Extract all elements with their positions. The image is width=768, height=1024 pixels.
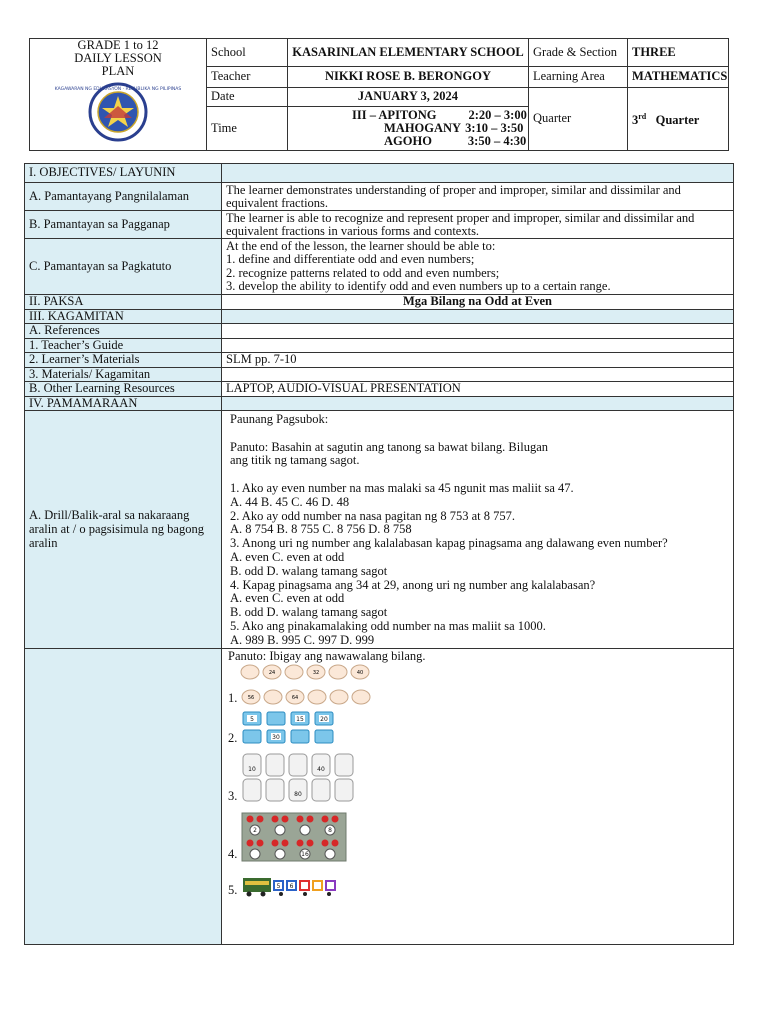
time-label: Time bbox=[207, 107, 288, 151]
references-value bbox=[222, 324, 734, 339]
cupcake-icon bbox=[266, 754, 284, 776]
references-label: A. References bbox=[25, 324, 222, 339]
svg-text:40: 40 bbox=[356, 670, 364, 677]
svg-text:8: 8 bbox=[328, 826, 333, 834]
paksa-value: Mga Bilang na Odd at Even bbox=[222, 295, 734, 310]
materials-label: 3. Materials/ Kagamitan bbox=[25, 367, 222, 382]
competency-value: At the end of the lesson, the learner should be able to: 1. define and differentiate odd and even numbers; 2. recognize patterns related to odd and even numbers; 3. develop the ability to identify odd and even numbers up to a certain range. bbox=[222, 239, 734, 295]
plan-title: GRADE 1 to 12 DAILY LESSON PLAN bbox=[74, 38, 162, 78]
item-2 bbox=[228, 710, 729, 746]
item-number: 1. bbox=[228, 691, 238, 706]
cupcake-icon bbox=[335, 754, 353, 776]
quarter-value bbox=[628, 88, 729, 151]
svg-text:6: 6 bbox=[289, 882, 294, 890]
paksa-label: II. PAKSA bbox=[25, 295, 222, 310]
quarter-label: Quarter bbox=[529, 88, 628, 151]
activity-instruction: Panuto: Ibigay ang nawawalang bilang. bbox=[228, 648, 426, 663]
svg-text:5: 5 bbox=[276, 882, 281, 890]
content-standard-value: The learner demonstrates understanding of proper and improper, similar and dissimilar and equivalent fractions. bbox=[222, 183, 734, 211]
cupcake-icon bbox=[266, 779, 284, 801]
kagamitan-empty bbox=[222, 309, 734, 324]
time-value bbox=[288, 107, 529, 151]
activity-label-empty bbox=[25, 648, 222, 944]
puzzle-piece-icon bbox=[267, 712, 285, 725]
egg-icon bbox=[242, 690, 260, 704]
area-value: MATHEMATICS bbox=[628, 67, 729, 88]
item-4 bbox=[228, 812, 729, 862]
cupcake-rows bbox=[241, 752, 357, 804]
teacher-value: NIKKI ROSE B. BERONGOY bbox=[288, 67, 529, 88]
objectives-heading: I. OBJECTIVES/ LAYUNIN bbox=[25, 164, 222, 183]
header-table bbox=[29, 38, 729, 151]
learners-materials-label: 2. Learner’s Materials bbox=[25, 353, 222, 368]
item-number: 5. bbox=[228, 883, 238, 898]
school-label: School bbox=[207, 39, 288, 67]
other-resources-value: LAPTOP, AUDIO-VISUAL PRESENTATION bbox=[222, 382, 734, 397]
time-range: 3:10 – 3:50 bbox=[465, 121, 524, 135]
puzzle-piece-icon bbox=[315, 730, 333, 743]
train-icon bbox=[241, 872, 345, 898]
egg-icon bbox=[285, 665, 303, 679]
egg-icon bbox=[329, 665, 347, 679]
deped-seal-icon bbox=[54, 82, 182, 142]
egg-icon bbox=[351, 665, 369, 679]
svg-text:15: 15 bbox=[296, 715, 305, 723]
item-number: 2. bbox=[228, 731, 238, 746]
svg-text:24: 24 bbox=[268, 670, 276, 677]
performance-standard-value: The learner is able to recognize and represent proper and improper, similar and dissimilar and equivalent fractions in various forms and contexts. bbox=[222, 211, 734, 239]
item-3 bbox=[228, 752, 729, 804]
puzzle-rows bbox=[241, 710, 341, 746]
puzzle-piece-icon bbox=[291, 730, 309, 743]
drill-value: Paunang Pagsubok: Panuto: Basahin at sagutin ang tanong sa bawat bilang. Bilugan ang titik ng tamang sagot. 1. Ako ay even number na mas malaki sa 45 ngunit mas maliit sa 47. A. 44 B. 45 C. 46 D. 48 2. Ako ay odd number na nasa pagitan ng 8 753 at 8 757. A. 8 754 B. 8 755 C. 8 756 D. 8 758 3. Anong uri ng number ang kalalabasan kapag pinagsama ang dalawang even number? A. even C. even at odd B. odd D. walang tamang sagot 4. Kapag pinagsama ang 34 at 29, anong uri ng number ang kalalabasan? A. even C. even at odd B. odd D. walang tamang sagot 5. Ako ang pinakamalaking odd number na mas maliit sa 1000. A. 989 B. 995 C. 997 D. 999 bbox=[222, 411, 734, 649]
plan-title-cell bbox=[30, 39, 207, 151]
school-value: KASARINLAN ELEMENTARY SCHOOL bbox=[288, 39, 529, 67]
svg-text:56: 56 bbox=[248, 694, 255, 701]
item-1 bbox=[228, 688, 729, 706]
egg-icon bbox=[263, 665, 281, 679]
pamamaraan-heading: IV. PAMAMARAAN bbox=[25, 396, 222, 411]
plan-table bbox=[24, 163, 734, 945]
grade-label: Grade & Section bbox=[529, 39, 628, 67]
teachers-guide-value bbox=[222, 338, 734, 353]
apple-board bbox=[241, 812, 347, 862]
svg-text:5: 5 bbox=[250, 715, 255, 723]
cupcake-icon bbox=[335, 779, 353, 801]
svg-text:KAGAWARAN NG EDUKASYON · REPUB: KAGAWARAN NG EDUKASYON · REPUBLIKA NG PILIPINAS bbox=[54, 87, 182, 92]
area-label: Learning Area bbox=[529, 67, 628, 88]
egg-row-top bbox=[240, 663, 380, 681]
teachers-guide-label: 1. Teacher’s Guide bbox=[25, 338, 222, 353]
egg-icon bbox=[241, 665, 259, 679]
egg-icon bbox=[286, 690, 304, 704]
egg-row-1 bbox=[241, 688, 381, 706]
other-resources-label: B. Other Learning Resources bbox=[25, 382, 222, 397]
svg-text:10: 10 bbox=[248, 765, 257, 773]
svg-text:32: 32 bbox=[312, 670, 320, 677]
learners-materials-value: SLM pp. 7-10 bbox=[222, 353, 734, 368]
date-label: Date bbox=[207, 88, 288, 107]
performance-standard-label: B. Pamantayan sa Pagganap bbox=[25, 211, 222, 239]
item-number: 4. bbox=[228, 847, 238, 862]
quarter-word: Quarter bbox=[655, 113, 700, 128]
puzzle-piece-icon bbox=[243, 730, 261, 743]
content-standard-label: A. Pamantayang Pangnilalaman bbox=[25, 183, 222, 211]
apple-icon bbox=[247, 815, 254, 822]
time-section: AGOHO bbox=[384, 134, 432, 148]
item-number: 3. bbox=[228, 789, 238, 804]
competency-label: C. Pamantayan sa Pagkatuto bbox=[25, 239, 222, 295]
time-range: 3:50 – 4:30 bbox=[467, 134, 527, 148]
egg-icon bbox=[352, 690, 370, 704]
pamamaraan-empty bbox=[222, 396, 734, 411]
quarter-number: 3 bbox=[632, 113, 639, 128]
svg-text:80: 80 bbox=[294, 790, 303, 798]
time-row bbox=[384, 134, 527, 148]
cupcake-icon bbox=[243, 779, 261, 801]
time-section: MAHOGANY bbox=[384, 121, 462, 135]
cupcake-icon bbox=[289, 754, 307, 776]
materials-value bbox=[222, 367, 734, 382]
svg-text:2: 2 bbox=[253, 826, 258, 834]
date-value: JANUARY 3, 2024 bbox=[288, 88, 529, 107]
egg-icon bbox=[330, 690, 348, 704]
svg-text:30: 30 bbox=[272, 733, 281, 741]
egg-icon bbox=[307, 665, 325, 679]
quarter-suffix: rd bbox=[638, 112, 647, 122]
egg-icon bbox=[264, 690, 282, 704]
objectives-empty bbox=[222, 164, 734, 183]
svg-text:16: 16 bbox=[301, 850, 310, 858]
teacher-label: Teacher bbox=[207, 67, 288, 88]
svg-text:40: 40 bbox=[317, 765, 326, 773]
cupcake-icon bbox=[312, 779, 330, 801]
activity-cell bbox=[222, 648, 734, 944]
time-range: 2:20 – 3:00 bbox=[468, 108, 527, 122]
kagamitan-heading: III. KAGAMITAN bbox=[25, 309, 222, 324]
drill-label: A. Drill/Balik-aral sa nakaraang aralin at / o pagsisimula ng bagong aralin bbox=[25, 411, 222, 649]
egg-icon bbox=[308, 690, 326, 704]
time-section: III – APITONG bbox=[352, 108, 437, 122]
grade-value: THREE bbox=[628, 39, 729, 67]
item-5 bbox=[228, 872, 729, 898]
svg-text:20: 20 bbox=[320, 715, 329, 723]
svg-text:64: 64 bbox=[292, 694, 299, 701]
